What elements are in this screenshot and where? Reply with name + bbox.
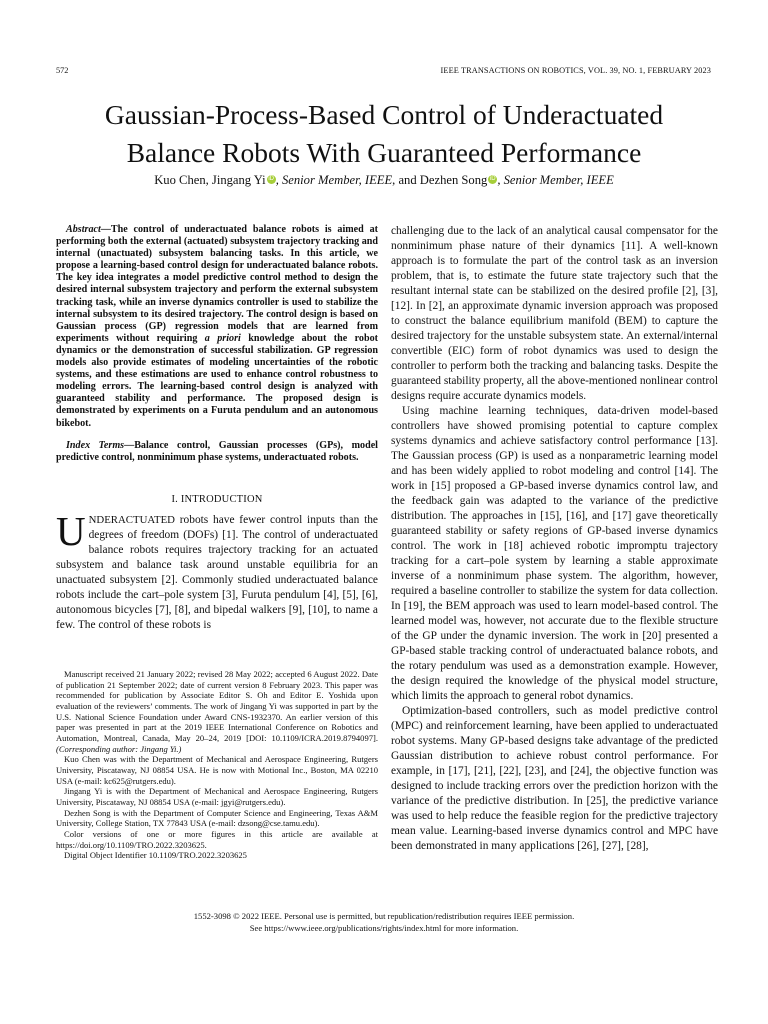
orcid-icon[interactable]: iD	[268, 176, 275, 182]
abstract-text-b: knowledge about the robot dynamics or the demonstration of successful stabilization. GP regression models also provide estimates of modeling uncertainties of the robotic systems, and these estimations are used to enhance control robustness to modeling errors. The learning-based control design is analyzed with guaranteed stability and performance. The proposed design is demonstrated by experiments on a Furuta pendulum and an autonomous bikebot.	[56, 332, 378, 429]
page-number: 572	[56, 66, 69, 75]
index-terms-label: Index Terms	[66, 439, 125, 451]
section-title-rest: NTRODUCTION	[184, 493, 263, 505]
copyright-line: 1552-3098 © 2022 IEEE. Personal use is permitted, but republication/redistribution requires IEEE permission.	[193, 911, 575, 921]
footnote-manuscript	[56, 669, 378, 754]
index-terms-dash: —	[124, 439, 135, 451]
footnotes	[56, 669, 378, 861]
footnote-doi: Digital Object Identifier 10.1109/TRO.2022.3203625	[64, 850, 247, 861]
drop-cap: U	[56, 507, 86, 554]
copyright-footer	[40, 911, 728, 934]
abstract-text-a: The control of underactuated balance robots is aimed at performing both the external (actuated) subsystem trajectory tracking and internal (unactuated) subsystem balancing tasks. In this article, we propose a learning-based control design for underactuated balance robots. The key idea integrates a model predictive control method to design the desired internal subsystem trajectory and perform the external subsystem tracking task, while an inverse dynamics controller is used to stabilize the internal subsystem to its desired trajectory. The control design is based on Gaussian process (GP) regression models that are learned from experiments without requiring	[56, 224, 378, 344]
footnote-author-2: Jingang Yi is with the Department of Mechanical and Aerospace Engineering, Rutgers University, Piscataway, NJ 08854 USA (e-mail: jgyi@rutgers.edu).	[56, 786, 378, 807]
index-terms	[56, 440, 378, 464]
footnote-color-versions: Color versions of one or more figures in this article are available at https://doi.org/10.1109/TRO.2022.3203625.	[56, 828, 378, 850]
section-number: I.	[171, 493, 181, 505]
rights-link-line: See https://www.ieee.org/publications/rights/index.html for more information.	[249, 922, 519, 933]
author-3-affiliation: , Senior Member, IEEE	[497, 173, 614, 187]
abstract	[56, 224, 378, 430]
title-line-1: Gaussian-Process-Based Control of Underactuated	[104, 99, 664, 130]
intro-text-1: robots have fewer control inputs than the degrees of freedom (DOFs) [1]. The control of underactuated balance robots requires trajectory tracking for an actuated subsystem and balance task around unstable equilibria for an unactuated subsystem [2]. Commonly studied underactuated balance robots include the cart–pole system [3], Furuta pendulum [4], [5], [6], autonomous bicycles [7], [8], and bipedal walkers [9], [10], to name a few. The control of these robots is	[56, 513, 378, 631]
intro-paragraph-3: Optimization-based controllers, such as model predictive control (MPC) and reinforcement learning, have been applied to underactuated robot systems. Many GP-based designs take advantage of the predicted Gaussian distribution to achieve robust control performance. For example, in [17], [21], [22], [23], and [24], the objective function was designed to include tracking errors over the prediction horizon with the variance of the predictive distribution. In [25], the predictive variance was used to help reduce the feasible region for the predictive trajectory mean value. Learning-based inverse dynamics control and MPC have been demonstrated in many applications [26], [27], [28],	[391, 705, 718, 852]
corresponding-author: (Corresponding author: Jingang Yi.)	[56, 743, 182, 754]
footnote-author-3: Dezhen Song is with the Department of Computer Science and Engineering, Texas A&M University, College Station, TX 77843 USA (e-mail: dzsong@cse.tamu.edu).	[56, 807, 378, 829]
author-separator: , and	[392, 173, 420, 187]
footnote-author-1: Kuo Chen was with the Department of Mechanical and Aerospace Engineering, Rutgers University, Piscataway, NJ 08854 USA. He is now with Motional Inc., Boston, MA 02210 USA (e-mail: kc625@rutgers.edu).	[56, 754, 378, 786]
paper-title	[40, 96, 728, 172]
journal-header: IEEE TRANSACTIONS ON ROBOTICS, VOL. 39, NO. 1, FEBRUARY 2023	[440, 66, 711, 75]
abstract-dash: —	[100, 224, 111, 235]
intro-paragraph-1	[56, 507, 378, 633]
abstract-italic: a priori	[204, 332, 241, 344]
author-list	[40, 173, 728, 188]
intro-paragraph-2: Using machine learning techniques, data-driven model-based controllers have showed promising potential to capture complex systems dynamics and achieve satisfactory control performance [13]. The Gaussian process (GP) is used as a nonparametric learning model and has been widely applied to robot modeling and control [14]. The work in [15] proposed a GP-based inverse dynamics control law, and the feedback gain was adapted to the variance of the predictive distribution. The approaches in [15], [16], and [17] gave theoretically guaranteed stability or safety regions of GP-based inverse dynamics control. The work in [18] achieved robotic impromptu trajectory tracking for a cart–pole system by learning a stable approximate inverse of a nonminimum phase system. The algorithm, however, required a baseline controller to stabilize the system for data collection. In [19], the BEM approach was used to learn model-based control. The learned model was, however, not accurate due to the flexible structure of the GP under the dynamic inversion. The work in [20] presented a GP-based stable tracking control of underactuated balance robots, and the rotary pendulum was used as a demonstration example. However, the design required the knowledge of the physical model structure, which limits the approach to general robot dynamics.	[391, 405, 718, 702]
intro-paragraph-1-continued: challenging due to the lack of an analytical causal compensator for the nonminimum phase nature of their dynamics [11]. A well-known approach is to formulate the part of the control task as an inversion problem, that is, to estimate the future state trajectory such that the resultant internal state can be stabilized on the desired profile [2], [3], [12]. In [2], an approximate dynamic inversion approach was proposed to construct the balance equilibrium manifold (BEM) to capture the desired trajectory for the unstable subsystem state. An external/internal convertible (EIC) form of robot dynamics was used to design the controller to perform both the tracking and balancing tasks. Despite the guaranteed stability property, all the above-mentioned nonlinear control designs require accurate dynamics models.	[391, 225, 718, 402]
abstract-label: Abstract	[66, 224, 101, 235]
author-3: Dezhen Song	[419, 173, 488, 187]
orcid-icon[interactable]: iD	[489, 176, 496, 182]
title-line-2: Balance Robots With Guaranteed Performance	[126, 137, 642, 168]
footnote-manuscript-text: Manuscript received 21 January 2022; revised 28 May 2022; accepted 6 August 2022. Date of publication 21 September 2022; date of current version 8 February 2023. This paper was recommended for publication by Associate Editor S. Oh and Editor E. Yoshida upon evaluation of the reviewers’ comments. The work of Jingang Yi was supported in part by the U.S. National Science Foundation under Award CNS-1932370. An earlier version of this paper was presented in part at the 2019 IEEE International Conference on Robotics and Automation, Montreal, Canada, May 20–24, 2019 [DOI: 10.1109/ICRA.2019.8794097].	[56, 669, 378, 743]
index-terms-text: Balance control, Gaussian processes (GPs), model predictive control, nonminimum phase systems, underactuated robots.	[56, 439, 378, 463]
right-column	[391, 224, 718, 854]
author-2-affiliation: , Senior Member, IEEE	[275, 173, 393, 187]
section-heading-introduction	[56, 494, 378, 505]
lead-word: NDERACTUATED	[88, 513, 175, 526]
section-title-initial: I	[180, 493, 185, 505]
left-column	[56, 224, 378, 633]
author-1: Kuo Chen,	[154, 173, 212, 187]
author-2: Jingang Yi	[211, 173, 266, 187]
